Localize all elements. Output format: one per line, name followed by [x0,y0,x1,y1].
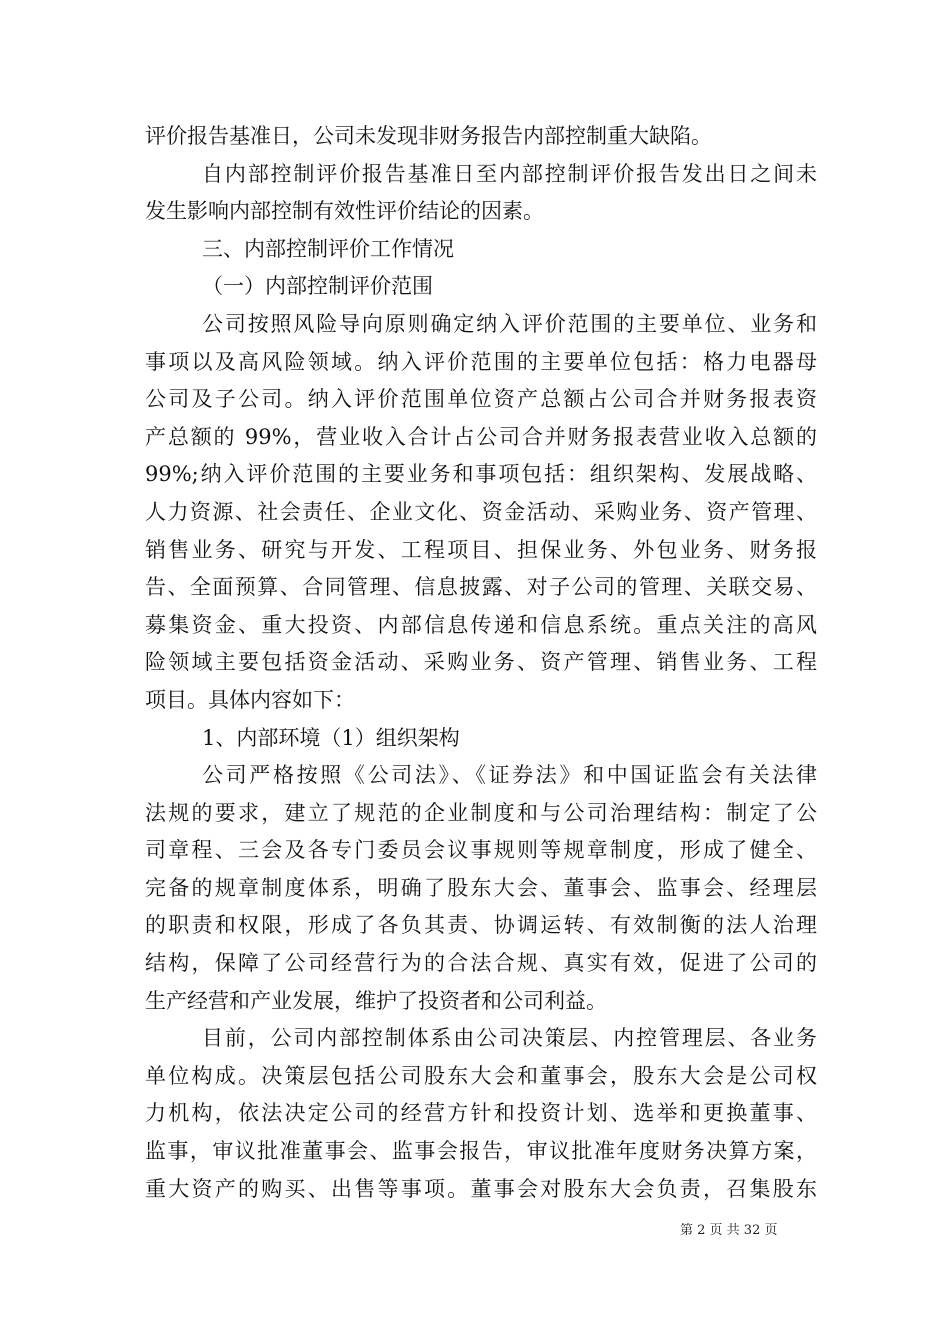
text-line: 告、全面预算、合同管理、信息披露、对子公司的管理、关联交易、 [145,575,817,600]
text-line: 司章程、三会及各专门委员会议事规则等规章制度，形成了健全、 [145,838,817,863]
text-line: 监事，审议批准董事会、监事会报告，审议批准年度财务决算方案， [145,1139,817,1164]
text-line: 项目。具体内容如下： [145,687,355,712]
document-body [145,118,817,1208]
text-line: 发生影响内部控制有效性评价结论的因素。 [145,199,544,224]
text-line: 公司严格按照《公司法》、《证券法》和中国证监会有关法律 [202,763,817,788]
text-line: 事项以及高风险领域。纳入评价范围的主要单位包括：格力电器母 [145,349,817,374]
text-line: 险领域主要包括资金活动、采购业务、资产管理、销售业务、工程 [145,650,817,675]
text-line: （一）内部控制评价范围 [202,274,433,299]
text-line: 目前，公司内部控制体系由公司决策层、内控管理层、各业务 [202,1026,817,1051]
text-line: 自内部控制评价报告基准日至内部控制评价报告发出日之间未 [202,161,817,186]
text-line: 单位构成。决策层包括公司股东大会和董事会，股东大会是公司权 [145,1063,817,1088]
text-line: 重大资产的购买、出售等事项。董事会对股东大会负责，召集股东 [145,1176,817,1201]
text-line: 力机构，依法决定公司的经营方针和投资计划、选举和更换董事、 [145,1101,817,1126]
text-line: 的职责和权限，形成了各负其责、协调运转、有效制衡的法人治理 [145,913,817,938]
text-line: 产总额的 99%，营业收入合计占公司合并财务报表营业收入总额的 [145,424,817,449]
page-number: 第 2 页 共 32 页 [680,1223,778,1238]
text-line: 募集资金、重大投资、内部信息传递和信息系统。重点关注的高风 [145,612,817,637]
text-line: 三、内部控制评价工作情况 [202,236,454,261]
text-line: 销售业务、研究与开发、工程项目、担保业务、外包业务、财务报 [145,537,817,562]
text-line: 99%;纳入评价范围的主要业务和事项包括：组织架构、发展战略、 [145,462,817,487]
text-line: 人力资源、社会责任、企业文化、资金活动、采购业务、资产管理、 [145,499,817,524]
text-line: 公司按照风险导向原则确定纳入评价范围的主要单位、业务和 [202,311,817,336]
text-line: 评价报告基准日，公司未发现非财务报告内部控制重大缺陷。 [145,124,712,148]
text-line: 公司及子公司。纳入评价范围单位资产总额占公司合并财务报表资 [145,387,817,412]
text-line: 1、内部环境（1）组织架构 [202,725,460,750]
text-line: 法规的要求，建立了规范的企业制度和与公司治理结构：制定了公 [145,800,817,825]
text-line: 生产经营和产业发展，维护了投资者和公司利益。 [145,988,607,1013]
text-line: 结构，保障了公司经营行为的合法合规、真实有效，促进了公司的 [145,951,817,976]
text-line: 完备的规章制度体系，明确了股东大会、董事会、监事会、经理层 [145,875,817,900]
